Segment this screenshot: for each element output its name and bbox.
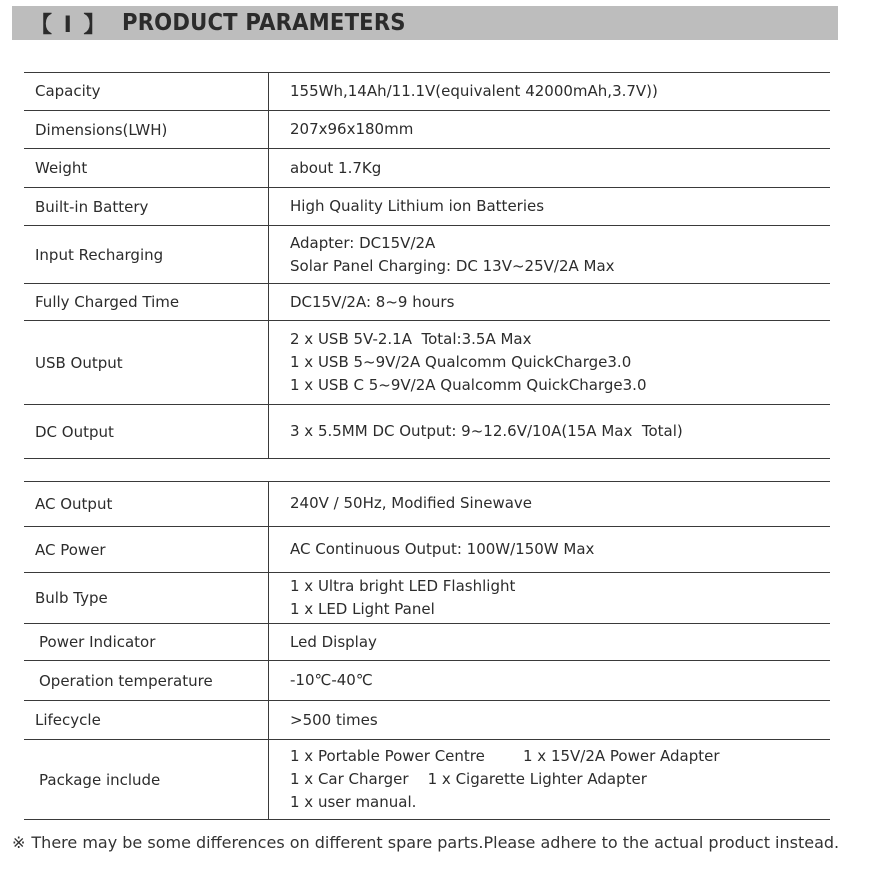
value-line: High Quality Lithium ion Batteries xyxy=(290,197,545,215)
parameter-value xyxy=(290,149,824,187)
parameter-value xyxy=(290,740,824,819)
parameter-label: AC Output xyxy=(35,494,113,513)
parameter-label: Fully Charged Time xyxy=(35,293,180,311)
table-row xyxy=(24,481,830,527)
table-row xyxy=(24,701,830,740)
parameter-value xyxy=(290,321,824,404)
parameter-label: USB Output xyxy=(35,353,123,372)
parameter-label: Weight xyxy=(35,159,88,177)
value-line: DC15V/2A: 8~9 hours xyxy=(290,292,455,311)
value-line: 1 x Car Charger 1 x Cigarette Lighter Adapter xyxy=(290,770,647,788)
parameter-label: Power Indicator xyxy=(39,633,156,651)
value-line: 1 x Ultra bright LED Flashlight xyxy=(290,577,516,595)
value-line: 3 x 5.5MM DC Output: 9~12.6V/10A(15A Max Total) xyxy=(290,422,683,440)
parameter-label: Capacity xyxy=(35,82,101,100)
table-row xyxy=(24,321,830,405)
table-row xyxy=(24,188,830,226)
value-line: 207x96x180mm xyxy=(290,120,414,138)
parameter-value xyxy=(290,284,824,320)
value-line: Adapter: DC15V/2A xyxy=(290,233,436,252)
parameter-value xyxy=(290,481,824,526)
value-line: 1 x user manual. xyxy=(290,793,417,811)
value-line: 155Wh,14Ah/11.1V(equivalent 42000mAh,3.7V)) xyxy=(290,81,658,100)
table-row xyxy=(24,405,830,459)
reference-mark-icon: ※ xyxy=(12,833,26,852)
parameter-value xyxy=(290,111,824,148)
value-line: 240V / 50Hz, Modified Sinewave xyxy=(290,494,533,512)
value-line: 1 x Portable Power Centre 1 x 15V/2A Power Adapter xyxy=(290,747,720,765)
section-title: PRODUCT PARAMETERS xyxy=(121,10,406,36)
value-line: >500 times xyxy=(290,710,378,729)
parameter-label: Bulb Type xyxy=(35,589,108,607)
parameter-value xyxy=(290,405,824,458)
table-row xyxy=(24,284,830,321)
parameter-label: DC Output xyxy=(35,422,114,441)
table-row xyxy=(24,527,830,573)
value-line: 1 x LED Light Panel xyxy=(290,600,435,618)
parameter-label: Package include xyxy=(39,770,161,789)
value-line: about 1.7Kg xyxy=(290,158,382,177)
table-row xyxy=(24,624,830,661)
parameter-value xyxy=(290,527,824,572)
table-row xyxy=(24,661,830,701)
section-header xyxy=(12,6,838,40)
parameters-table-top xyxy=(24,72,830,459)
parameter-label: Lifecycle xyxy=(35,711,101,729)
parameter-label: Operation temperature xyxy=(39,671,213,690)
table-row xyxy=(24,111,830,149)
parameter-label: Input Recharging xyxy=(35,245,164,264)
parameter-label: AC Power xyxy=(35,540,106,559)
parameter-value xyxy=(290,701,824,739)
table-row xyxy=(24,72,830,111)
footnote xyxy=(12,833,839,852)
parameter-value xyxy=(290,661,824,700)
parameter-label: Built-in Battery xyxy=(35,197,149,216)
value-line: 2 x USB 5V-2.1A Total:3.5A Max xyxy=(290,330,532,348)
table-row xyxy=(24,573,830,624)
value-line: 1 x USB 5~9V/2A Qualcomm QuickCharge3.0 xyxy=(290,353,632,371)
parameter-value xyxy=(290,188,824,225)
value-line: Led Display xyxy=(290,632,377,651)
parameters-table-bottom xyxy=(24,481,830,820)
value-line: 1 x USB C 5~9V/2A Qualcomm QuickCharge3.0 xyxy=(290,376,647,394)
value-line: -10℃-40℃ xyxy=(290,671,373,689)
parameter-label: Dimensions(LWH) xyxy=(35,120,168,139)
parameter-value xyxy=(290,624,824,660)
parameter-value xyxy=(290,226,824,283)
value-line: Solar Panel Charging: DC 13V~25V/2A Max xyxy=(290,256,615,275)
table-row xyxy=(24,740,830,820)
footnote-text: There may be some differences on different spare parts.Please adhere to the actual product instead. xyxy=(31,833,840,852)
table-row xyxy=(24,226,830,284)
table-row xyxy=(24,149,830,188)
section-number: 【 I 】 xyxy=(30,12,108,38)
parameter-value xyxy=(290,72,824,110)
parameter-value xyxy=(290,573,824,623)
value-line: AC Continuous Output: 100W/150W Max xyxy=(290,540,595,558)
